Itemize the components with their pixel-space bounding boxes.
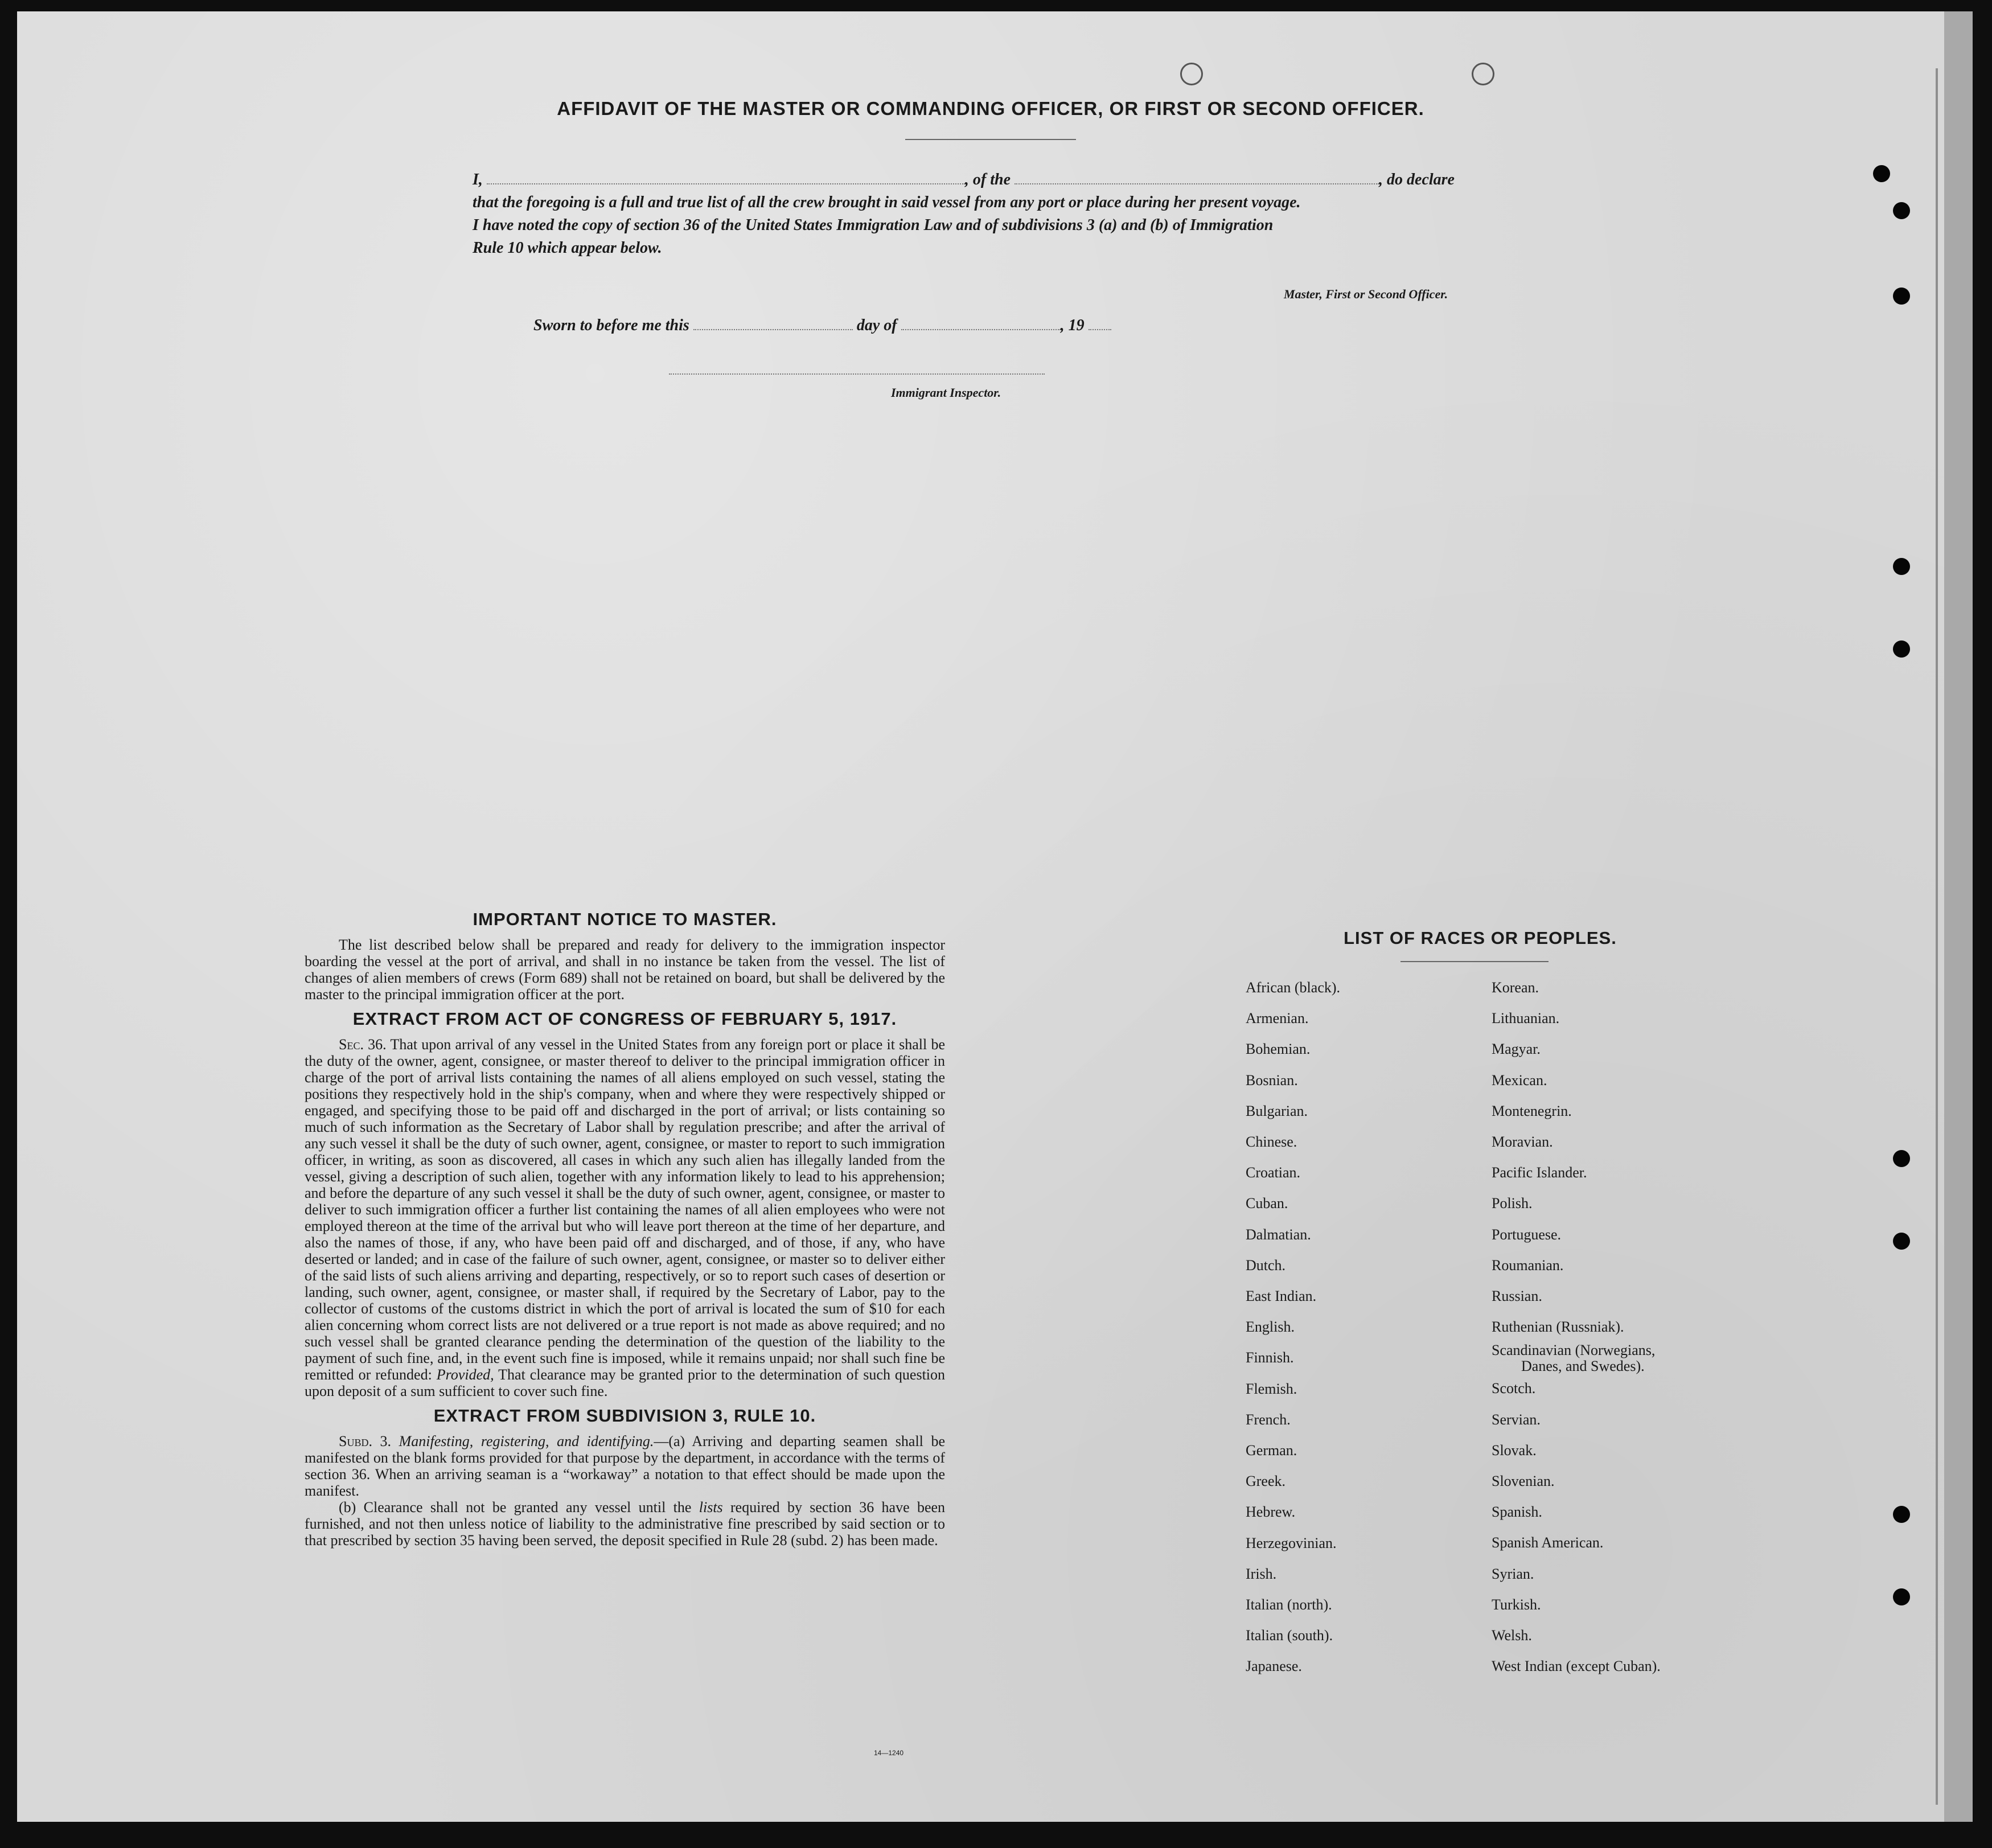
affidavit-i-label: I, — [473, 171, 483, 188]
race-item: Croatian. — [1246, 1164, 1301, 1181]
race-item: Polish. — [1492, 1195, 1533, 1212]
race-item-line: Danes, and Swedes). — [1521, 1358, 1645, 1375]
race-item: Armenian. — [1246, 1010, 1309, 1027]
race-item: Slovak. — [1492, 1442, 1537, 1459]
race-item: West Indian (except Cuban). — [1492, 1658, 1661, 1675]
punch-hole-icon — [1893, 1233, 1910, 1250]
officer-name-field[interactable] — [487, 183, 965, 184]
rule-para-a — [305, 1433, 945, 1499]
affidavit-heading: AFFIDAVIT OF THE MASTER OR COMMANDING OFFICER, OR FIRST OR SECOND OFFICER. — [557, 98, 1424, 119]
rule-para-a-text: —(a) Arriving and departing seamen shall be manifested on the blank forms provided for that purpose by the department, in accordance with the terms of section 36. When an arriving seaman is a “workaway” a notation to that effect should be made upon the manifest. — [305, 1433, 945, 1499]
race-item: Lithuanian. — [1492, 1010, 1560, 1027]
vessel-name-field[interactable] — [1015, 183, 1379, 184]
race-item: Hebrew. — [1246, 1504, 1296, 1521]
race-item: Welsh. — [1492, 1627, 1532, 1644]
affidavit-text — [473, 169, 1531, 260]
notice-body: The list described below shall be prepared and ready for delivery to the immigration inspector boarding the vessel at the port of arrival, and shall in no instance be taken from the vessel. The list of changes of alien members of crews (Form 689) shall not be retained on board, but shall be delivered by the master to the principal immigration officer at the port. — [305, 937, 945, 1003]
rule-para-b-rest: required by section 36 have been furnished, and not then unless notice of liability to the administrative fine prescribed by said section or to that prescribed by section 35 having been served, the deposit specified in Rule 28 (subd. 2) has been made. — [305, 1499, 946, 1549]
race-item-line: Scandinavian (Norwegians, — [1492, 1342, 1656, 1359]
races-heading: LIST OF RACES OR PEOPLES. — [1344, 928, 1617, 948]
race-item: German. — [1246, 1442, 1297, 1459]
race-item: Bohemian. — [1246, 1041, 1311, 1058]
race-item: French. — [1246, 1411, 1291, 1428]
act-body-text: That upon arrival of any vessel in the United States from any foreign port or place it shall be the duty of the owner, agent, consignee, or master thereof to deliver to the principal immigration officer in charge of the port of arrival lists containing the names of all aliens employed on such vessel, stating the positions they respectively hold in the ship's company, when and where they were respectively shipped or engaged, and specifying those to be paid off and discharged in the port of arrival; or lists containing so much of such information as the Secretary of Labor shall by regulation prescribe; and after the arrival of any such vessel it shall be the duty of such owner, agent, consignee, or master to report to such immigration officer, in writing, as soon as discovered, all cases in which any such alien has illegally landed from the vessel, giving a description of such alien, together with any information likely to lead to his apprehension; and before the departure of any such vessel it shall be the duty of such owner, agent, consignee, or master to deliver to such immigration officer a further list containing the names of all alien employees who were not employed thereon at the time of the arrival but who will leave port thereon at the time of her departure, and also the names of those, if any, who have been paid off and discharged, and of those, if any, who have deserted or landed; and in case of the failure of such owner, agent, consignee, or master so to deliver either of the said lists of such aliens arriving and departing, respectively, or so to report such cases of desertion or landing, such owner, agent, consignee, or master shall, if required by the Secretary of Labor, pay to the collector of customs of the customs district in which the port of arrival is located the sum of $10 for each alien concerning whom correct lists are not delivered or a true report is not made as above required; and no such vessel shall be granted clearance pending the determination of the question of the liability to the payment of such fine, and, in the event such fine is imposed, while it remains unpaid; nor shall such fine be remitted or refunded: — [305, 1036, 945, 1383]
page-edge — [1944, 11, 1973, 1822]
punch-hole-icon — [1893, 1588, 1910, 1605]
race-item: Moravian. — [1492, 1134, 1553, 1151]
rule-para-b-prefix: (b) Clearance shall not be granted any vessel until the — [339, 1499, 692, 1516]
punch-hole-icon — [1893, 1506, 1910, 1523]
race-item: Korean. — [1492, 979, 1539, 996]
race-item: Italian (south). — [1246, 1627, 1333, 1644]
act-extract-body — [305, 1036, 945, 1399]
inspector-label: Immigrant Inspector. — [891, 385, 1001, 400]
act-extract-heading: EXTRACT FROM ACT OF CONGRESS OF FEBRUARY 5, 1917. — [352, 1009, 897, 1029]
races-right-column — [1492, 972, 1731, 1682]
race-item: Slovenian. — [1492, 1473, 1555, 1490]
races-divider — [1400, 961, 1549, 962]
race-item: Spanish American. — [1492, 1534, 1604, 1551]
heading-divider — [905, 139, 1076, 140]
race-item: Magyar. — [1492, 1041, 1541, 1058]
race-item: Roumanian. — [1492, 1256, 1564, 1274]
affidavit-line-3: I have noted the copy of section 36 of the United States Immigration Law and of subdivisions 3 (a) and (b) of Immigration — [473, 216, 1274, 234]
affidavit-line-4: Rule 10 which appear below. — [473, 239, 662, 257]
race-item: Servian. — [1492, 1411, 1541, 1428]
race-item: Portuguese. — [1492, 1226, 1562, 1243]
punch-hole-icon — [1873, 165, 1890, 182]
punch-hole-icon — [1893, 640, 1910, 658]
sworn-day-field[interactable] — [693, 329, 853, 330]
race-item: Montenegrin. — [1492, 1102, 1572, 1119]
races-left-column — [1246, 972, 1473, 1682]
race-item: Bosnian. — [1246, 1071, 1298, 1089]
sworn-day-of-label: day of — [856, 317, 897, 334]
race-item: Herzegovinian. — [1246, 1534, 1337, 1551]
of-the-label: , of the — [964, 171, 1011, 188]
form-number: 14—1240 — [874, 1749, 904, 1757]
race-item: Japanese. — [1246, 1658, 1302, 1675]
act-body-end: That clearance may be granted prior to the determination of such question upon deposit of a sum sufficient to cover such fine. — [305, 1366, 946, 1399]
race-item: Spanish. — [1492, 1504, 1542, 1521]
sworn-prefix: Sworn to before me this — [533, 317, 689, 334]
race-item: Irish. — [1246, 1565, 1277, 1582]
ring-hole-icon — [1180, 63, 1203, 85]
notice-column — [305, 911, 945, 1549]
affidavit-declaration-line — [473, 169, 1531, 191]
race-item: English. — [1246, 1319, 1295, 1336]
sworn-line — [533, 317, 1111, 335]
race-item: Russian. — [1492, 1288, 1542, 1305]
rule-extract-heading: EXTRACT FROM SUBDIVISION 3, RULE 10. — [433, 1406, 816, 1426]
race-item: Cuban. — [1246, 1195, 1288, 1212]
race-item: Flemish. — [1246, 1380, 1297, 1397]
page-fold-line — [1936, 68, 1938, 1805]
ring-hole-icon — [1472, 63, 1494, 85]
race-item: African (black). — [1246, 979, 1341, 996]
race-item: Chinese. — [1246, 1134, 1297, 1151]
race-item: Italian (north). — [1246, 1596, 1332, 1613]
race-item: Mexican. — [1492, 1071, 1547, 1089]
inspector-signature-field[interactable] — [669, 373, 1045, 375]
subdivision-label: Subd. 3. — [339, 1433, 392, 1449]
race-item: Bulgarian. — [1246, 1102, 1308, 1119]
rule-para-b-lists: lists — [699, 1499, 723, 1516]
race-item: Greek. — [1246, 1473, 1286, 1490]
sworn-month-field[interactable] — [901, 329, 1061, 330]
race-item: Scotch. — [1492, 1380, 1536, 1397]
race-item: Syrian. — [1492, 1565, 1534, 1582]
race-item — [1492, 1342, 1731, 1373]
subdivision-title: Manifesting, registering, and identifying. — [399, 1433, 654, 1449]
sworn-year-field[interactable] — [1089, 329, 1111, 330]
master-signature-label: Master, First or Second Officer. — [1284, 287, 1448, 301]
race-item: Pacific Islander. — [1492, 1164, 1587, 1181]
rule-para-b — [305, 1499, 945, 1549]
punch-hole-icon — [1893, 288, 1910, 305]
section-label: Sec. 36. — [339, 1036, 387, 1053]
race-item: Dalmatian. — [1246, 1226, 1311, 1243]
race-item: Dutch. — [1246, 1256, 1286, 1274]
punch-hole-icon — [1893, 558, 1910, 575]
sworn-year-label: , 19 — [1060, 317, 1085, 334]
punch-hole-icon — [1893, 1150, 1910, 1167]
race-item: Ruthenian (Russniak). — [1492, 1319, 1624, 1336]
declare-label: , do declare — [1379, 171, 1455, 188]
race-item: Finnish. — [1246, 1349, 1294, 1366]
race-item: East Indian. — [1246, 1288, 1317, 1305]
race-item: Turkish. — [1492, 1596, 1541, 1613]
provided-label: Provided, — [436, 1366, 494, 1383]
affidavit-line-2: that the foregoing is a full and true list of all the crew brought in said vessel from any port or place during her present voyage. — [473, 194, 1301, 211]
notice-heading: IMPORTANT NOTICE TO MASTER. — [473, 909, 777, 929]
punch-hole-icon — [1893, 202, 1910, 219]
